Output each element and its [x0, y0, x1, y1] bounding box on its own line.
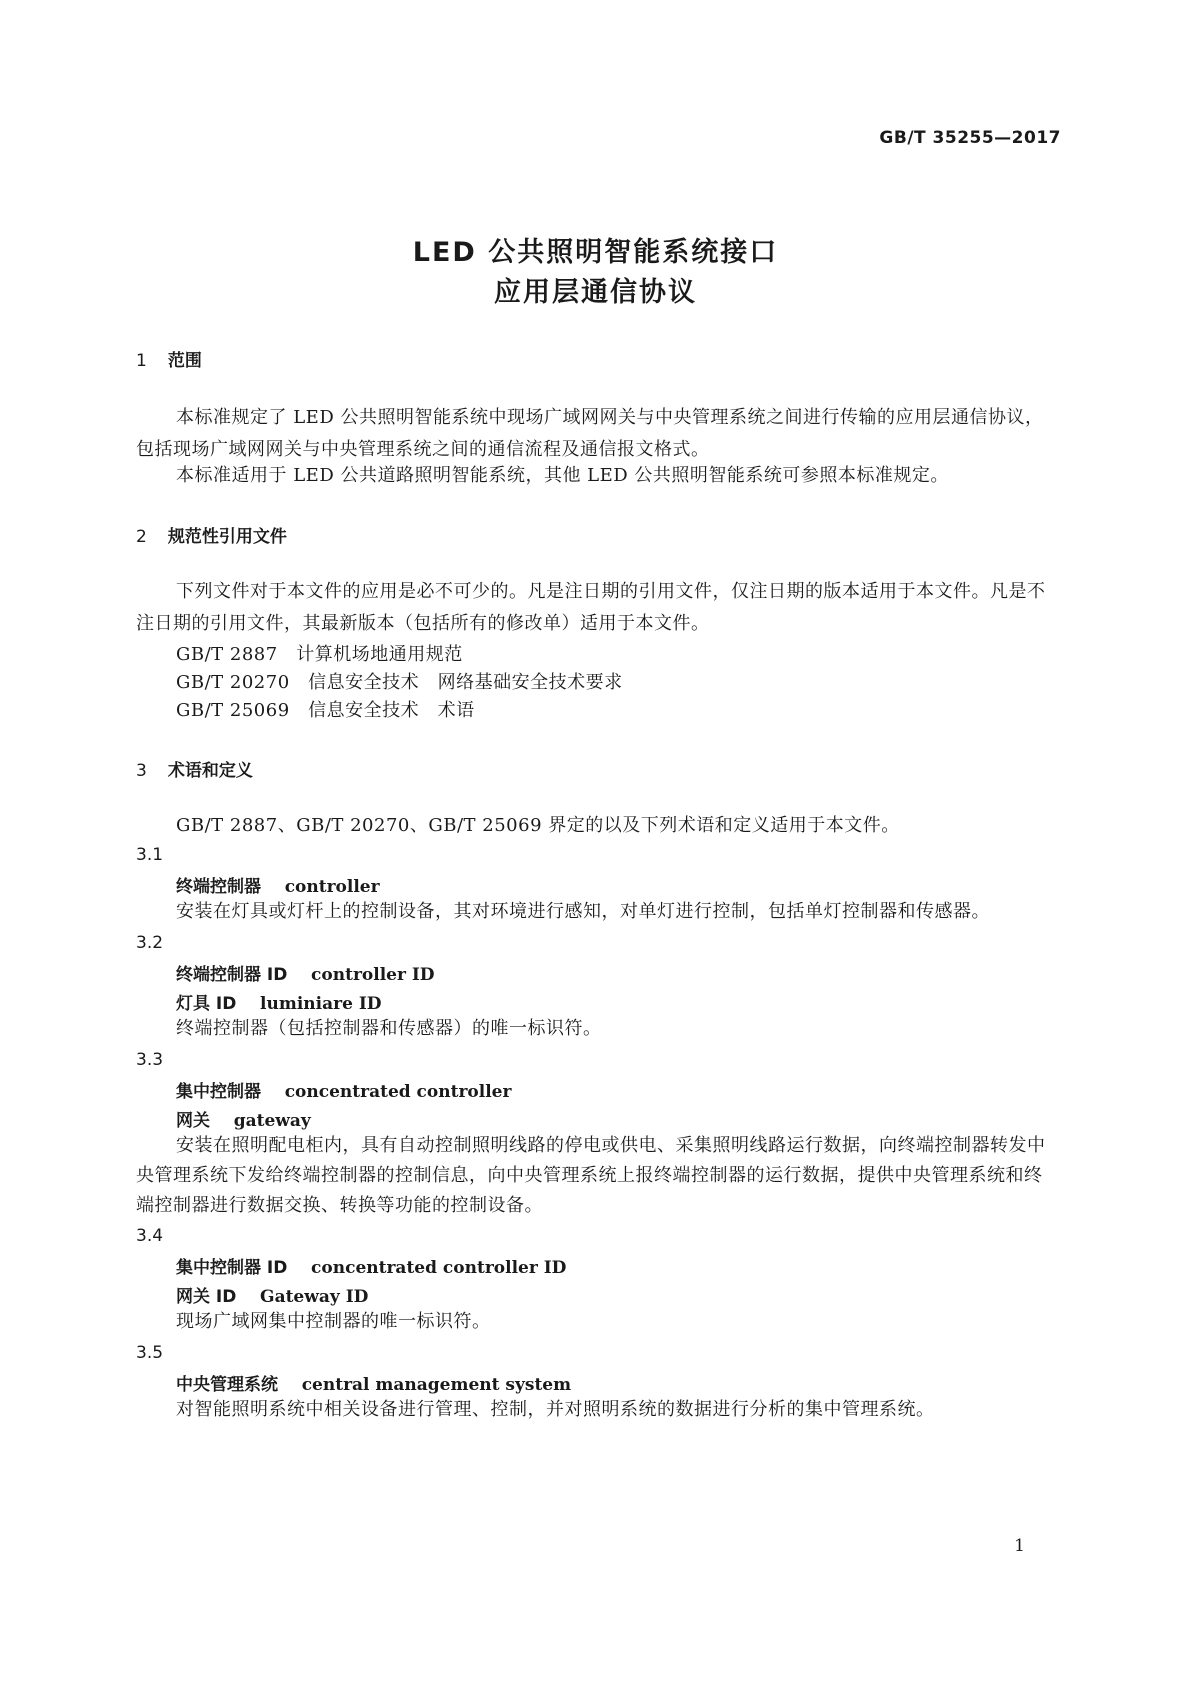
term-synonym [176, 1106, 311, 1131]
term-synonym [176, 1282, 368, 1307]
term-name-zh: 集中控制器 [176, 1082, 261, 1102]
term-definition: 对智能照明系统中相关设备进行管理、控制，并对照明系统的数据进行分析的集中管理系统。 [176, 1399, 935, 1420]
term-definition: 安装在照明配电柜内，具有自动控制照明线路的停电或供电、采集照明线路运行数据，向终端控制器转发中央管理系统下发给终端控制器的控制信息，向中央管理系统上报终端控制器的运行数据，提供中央管理系统和终端控制器进行数据交换、转换等功能的控制设备。 [136, 1135, 1046, 1216]
term-name-zh: 中央管理系统 [176, 1375, 278, 1395]
term-synonym-en: luminiare ID [260, 994, 382, 1014]
term-name-en: concentrated controller ID [311, 1258, 567, 1278]
term-definition: 安装在灯具或灯杆上的控制设备，其对环境进行感知，对单灯进行控制，包括单灯控制器和传感器。 [176, 901, 990, 922]
section-title: 范围 [167, 351, 202, 371]
term-name-en: controller [284, 877, 380, 897]
term-name-zh: 集中控制器 ID [176, 1258, 288, 1278]
term-definition: 现场广域网集中控制器的唯一标识符。 [176, 1311, 491, 1332]
page-number: 1 [1014, 1536, 1025, 1556]
section-title: 术语和定义 [167, 761, 253, 781]
term-name [176, 872, 380, 897]
term-synonym-en: Gateway ID [260, 1287, 369, 1307]
term-number: 3.4 [136, 1226, 164, 1246]
term-name-en: central management system [301, 1375, 572, 1395]
term-synonym-zh: 网关 ID [176, 1287, 237, 1307]
section-number: 2 [136, 527, 147, 547]
term-name-en: controller ID [311, 965, 435, 985]
term-name [176, 960, 435, 985]
term-name-en: concentrated controller [284, 1082, 512, 1102]
section-number: 3 [136, 761, 147, 781]
section-2-heading [136, 522, 287, 547]
standard-code: GB/T 35255—2017 [879, 128, 1061, 148]
term-synonym-zh: 网关 [176, 1111, 210, 1131]
normative-reference: GB/T 25069 信息安全技术 术语 [176, 700, 475, 721]
section-title: 规范性引用文件 [167, 527, 287, 547]
section-number: 1 [136, 351, 147, 371]
term-number: 3.3 [136, 1050, 164, 1070]
term-definition: 终端控制器（包括控制器和传感器）的唯一标识符。 [176, 1018, 602, 1039]
normative-reference: GB/T 20270 信息安全技术 网络基础安全技术要求 [176, 672, 623, 693]
section-1-heading [136, 346, 202, 371]
term-number: 3.2 [136, 933, 164, 953]
normative-reference: GB/T 2887 计算机场地通用规范 [176, 644, 463, 665]
section-1-paragraph-2: 本标准适用于 LED 公共道路照明智能系统，其他 LED 公共照明智能系统可参照本标准规定。 [176, 465, 949, 486]
section-3-paragraph-1: GB/T 2887、GB/T 20270、GB/T 25069 界定的以及下列术语和定义适用于本文件。 [176, 815, 900, 836]
term-number: 3.5 [136, 1343, 164, 1363]
term-synonym-en: gateway [233, 1111, 311, 1131]
term-name-zh: 终端控制器 [176, 877, 261, 897]
term-number: 3.1 [136, 845, 164, 865]
document-title-line1: LED 公共照明智能系统接口 [412, 237, 779, 268]
term-name [176, 1077, 511, 1102]
term-synonym [176, 989, 382, 1014]
section-2-paragraph-1: 下列文件对于本文件的应用是必不可少的。凡是注日期的引用文件，仅注日期的版本适用于本文件。凡是不注日期的引用文件，其最新版本（包括所有的修改单）适用于本文件。 [136, 581, 1046, 634]
section-3-heading [136, 756, 253, 781]
term-synonym-zh: 灯具 ID [176, 994, 237, 1014]
document-title-line2: 应用层通信协议 [494, 277, 697, 308]
section-1-paragraph-1: 本标准规定了 LED 公共照明智能系统中现场广域网网关与中央管理系统之间进行传输的应用层通信协议，包括现场广域网网关与中央管理系统之间的通信流程及通信报文格式。 [136, 407, 1044, 460]
term-name-zh: 终端控制器 ID [176, 965, 288, 985]
term-name [176, 1253, 566, 1278]
term-name [176, 1370, 571, 1395]
